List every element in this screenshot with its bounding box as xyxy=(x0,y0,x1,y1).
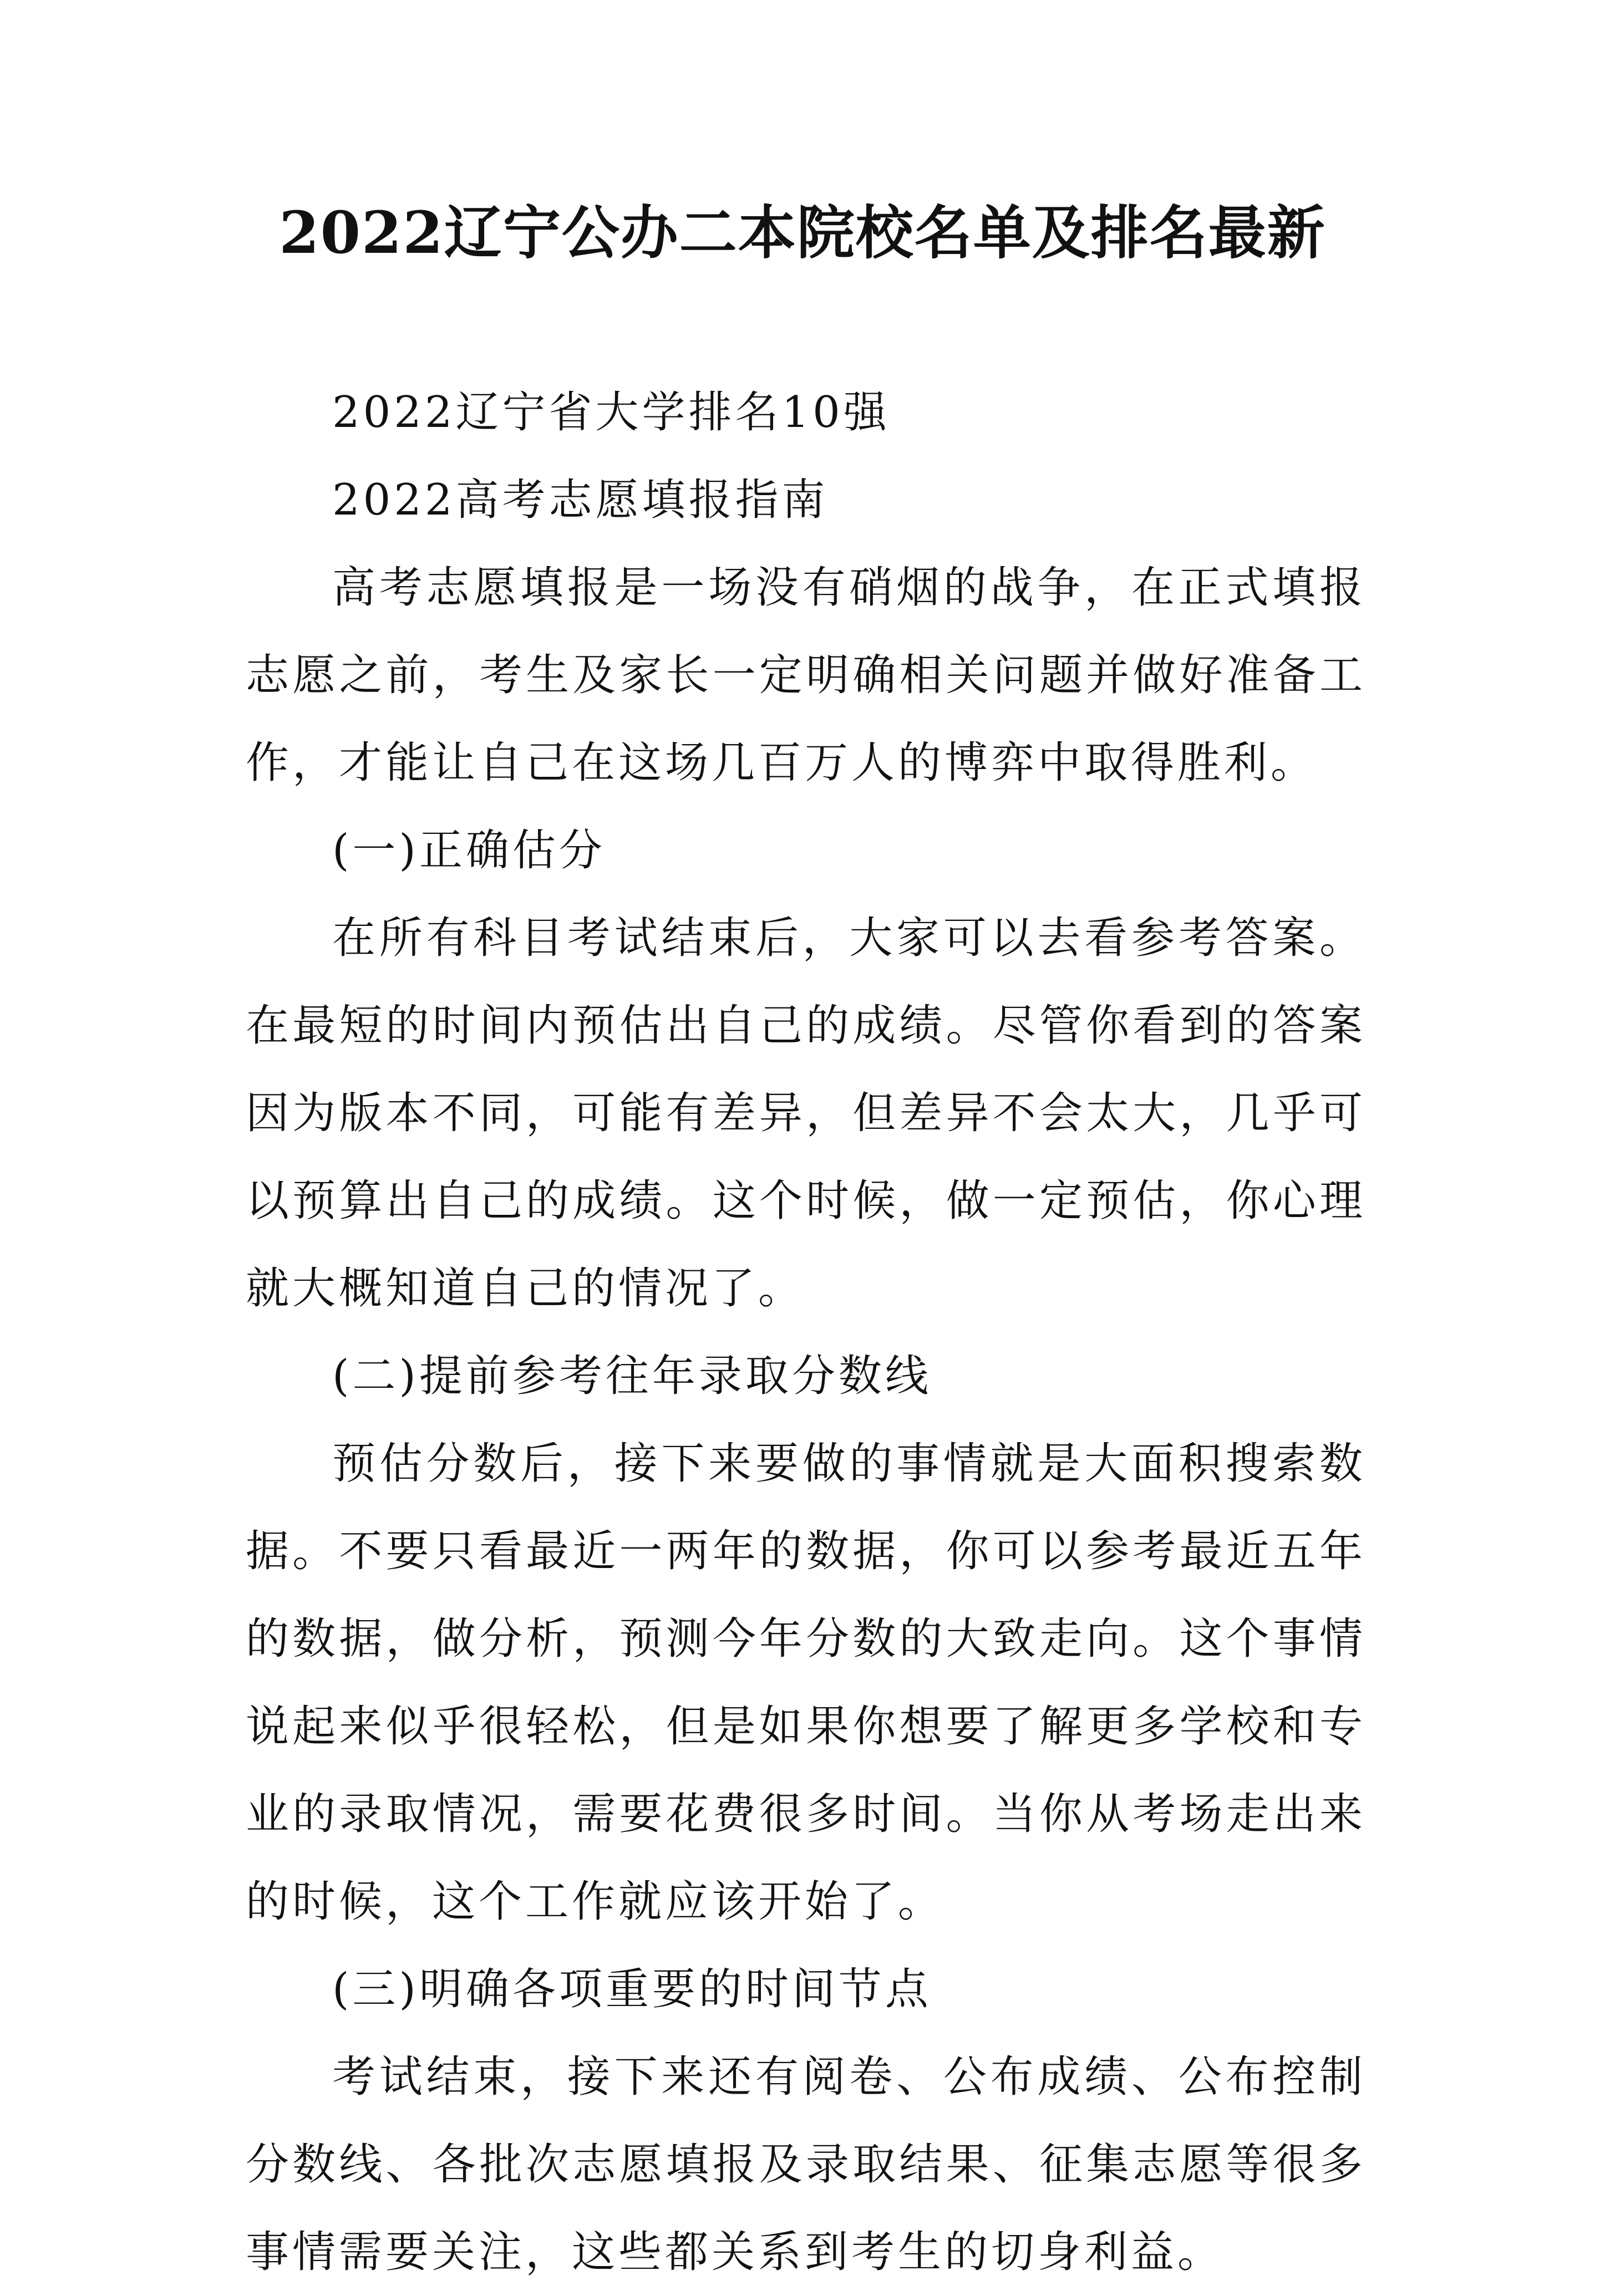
paragraph-section-3: 考试结束，接下来还有阅卷、公布成绩、公布控制分数线、各批次志愿填报及录取结果、征集志愿等很多事情需要关注，这些都关系到考生的切身利益。 xyxy=(246,2052,1366,2277)
paragraph-ranking-top10: 2022辽宁省大学排名10强 xyxy=(332,388,890,437)
section-heading-3: (三)明确各项重要的时间节点 xyxy=(332,1964,932,2014)
paragraph-intro: 高考志愿填报是一场没有硝烟的战争，在正式填报志愿之前，考生及家长一定明确相关问题并做好准备工作，才能让自己在这场几百万人的博弈中取得胜利。 xyxy=(246,563,1366,788)
document-body xyxy=(246,369,1366,2296)
section-heading-2: (二)提前参考往年录取分数线 xyxy=(332,1351,932,1401)
paragraph-section-1: 在所有科目考试结束后，大家可以去看参考答案。在最短的时间内预估出自己的成绩。尽管你看到的答案因为版本不同，可能有差异，但差异不会太大，几乎可以预算出自己的成绩。这个时候，做一定预估，你心理就大概知道自己的情况了。 xyxy=(246,913,1366,1314)
section-heading-1: (一)正确估分 xyxy=(332,826,606,875)
document-title: 2022辽宁公办二本院校名单及排名最新 xyxy=(279,198,1326,267)
paragraph-guide-heading: 2022高考志愿填报指南 xyxy=(332,475,829,525)
paragraph-section-2: 预估分数后，接下来要做的事情就是大面积搜索数据。不要只看最近一两年的数据，你可以参考最近五年的数据，做分析，预测今年分数的大致走向。这个事情说起来似乎很轻松，但是如果你想要了解更多学校和专业的录取情况，需要花费很多时间。当你从考场走出来的时候，这个工作就应该开始了。 xyxy=(246,1439,1366,1927)
